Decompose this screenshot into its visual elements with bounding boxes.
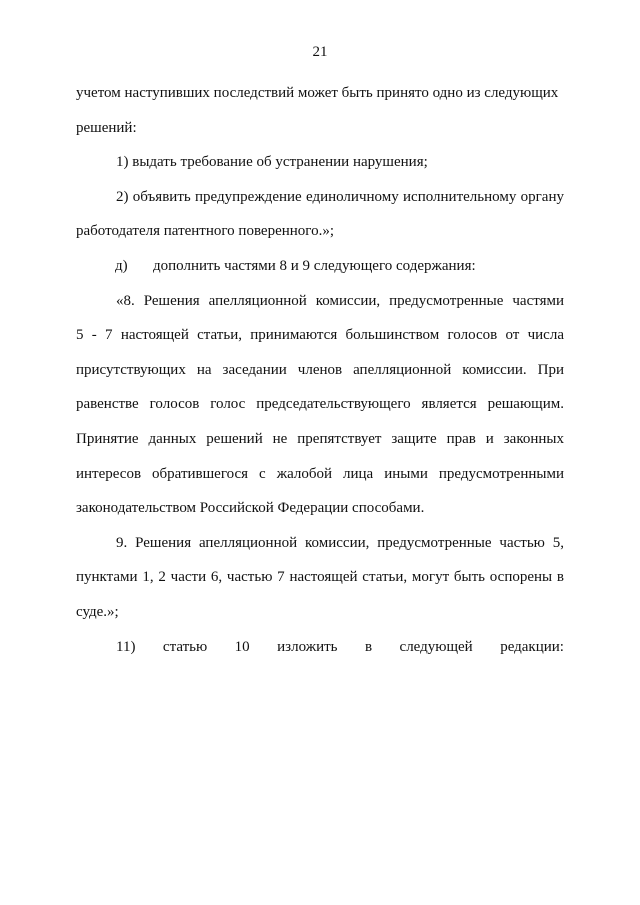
line-text: 2) объявить предупреждение единоличному исполнительному органу	[116, 188, 564, 205]
paragraph-8-line-6: интересов обратившегося с жалобой лица иными предусмотренными	[76, 465, 564, 482]
paragraph-8-line-1	[76, 284, 564, 319]
word: изложить	[277, 638, 338, 655]
line-text: «8. Решения апелляционной комиссии, предусмотренные частями	[116, 292, 564, 309]
paragraph-8-line-4: равенстве голосов голос председательствующего является решающим.	[76, 396, 564, 413]
word: редакции:	[500, 638, 564, 655]
paragraph-9-line-2: пунктами 1, 2 части 6, частью 7 настоящей статьи, могут быть оспорены в	[76, 569, 564, 586]
text-line-1	[76, 76, 564, 111]
text-line-5: работодателя патентного поверенного.»;	[76, 223, 335, 240]
line-text: учетом наступивших последствий может быть принято одно из следующих	[76, 85, 559, 101]
sub-item-text: дополнить частями 8 и 9 следующего содержания:	[153, 257, 476, 274]
page-number: 21	[312, 44, 328, 60]
word: следующей	[399, 638, 473, 655]
word: 11)	[116, 638, 136, 655]
paragraph-9-line-3: суде.»;	[76, 603, 119, 620]
paragraph-9-line-1: 9. Решения апелляционной комиссии, предусмотренные частью 5,	[116, 534, 564, 551]
word: 10	[234, 638, 250, 655]
paragraph-8-line-2: 5 - 7 настоящей статьи, принимаются большинством голосов от числа	[76, 327, 564, 344]
paragraph-8-line-5: Принятие данных решений не препятствует защите прав и законных	[76, 430, 564, 447]
item-11-line	[76, 630, 564, 665]
sub-item-d	[76, 249, 564, 284]
word: в	[364, 638, 373, 655]
list-item-2	[76, 180, 564, 215]
text-line-2: решений:	[76, 119, 137, 136]
word: статью	[162, 638, 208, 655]
sub-item-marker: д)	[115, 257, 128, 274]
list-item-1: 1) выдать требование об устранении нарушения;	[116, 154, 428, 171]
document-body	[76, 76, 564, 664]
paragraph-8-line-7: законодательством Российской Федерации способами.	[76, 500, 425, 517]
paragraph-8-line-3: присутствующих на заседании членов апелляционной комиссии. При	[76, 361, 564, 378]
